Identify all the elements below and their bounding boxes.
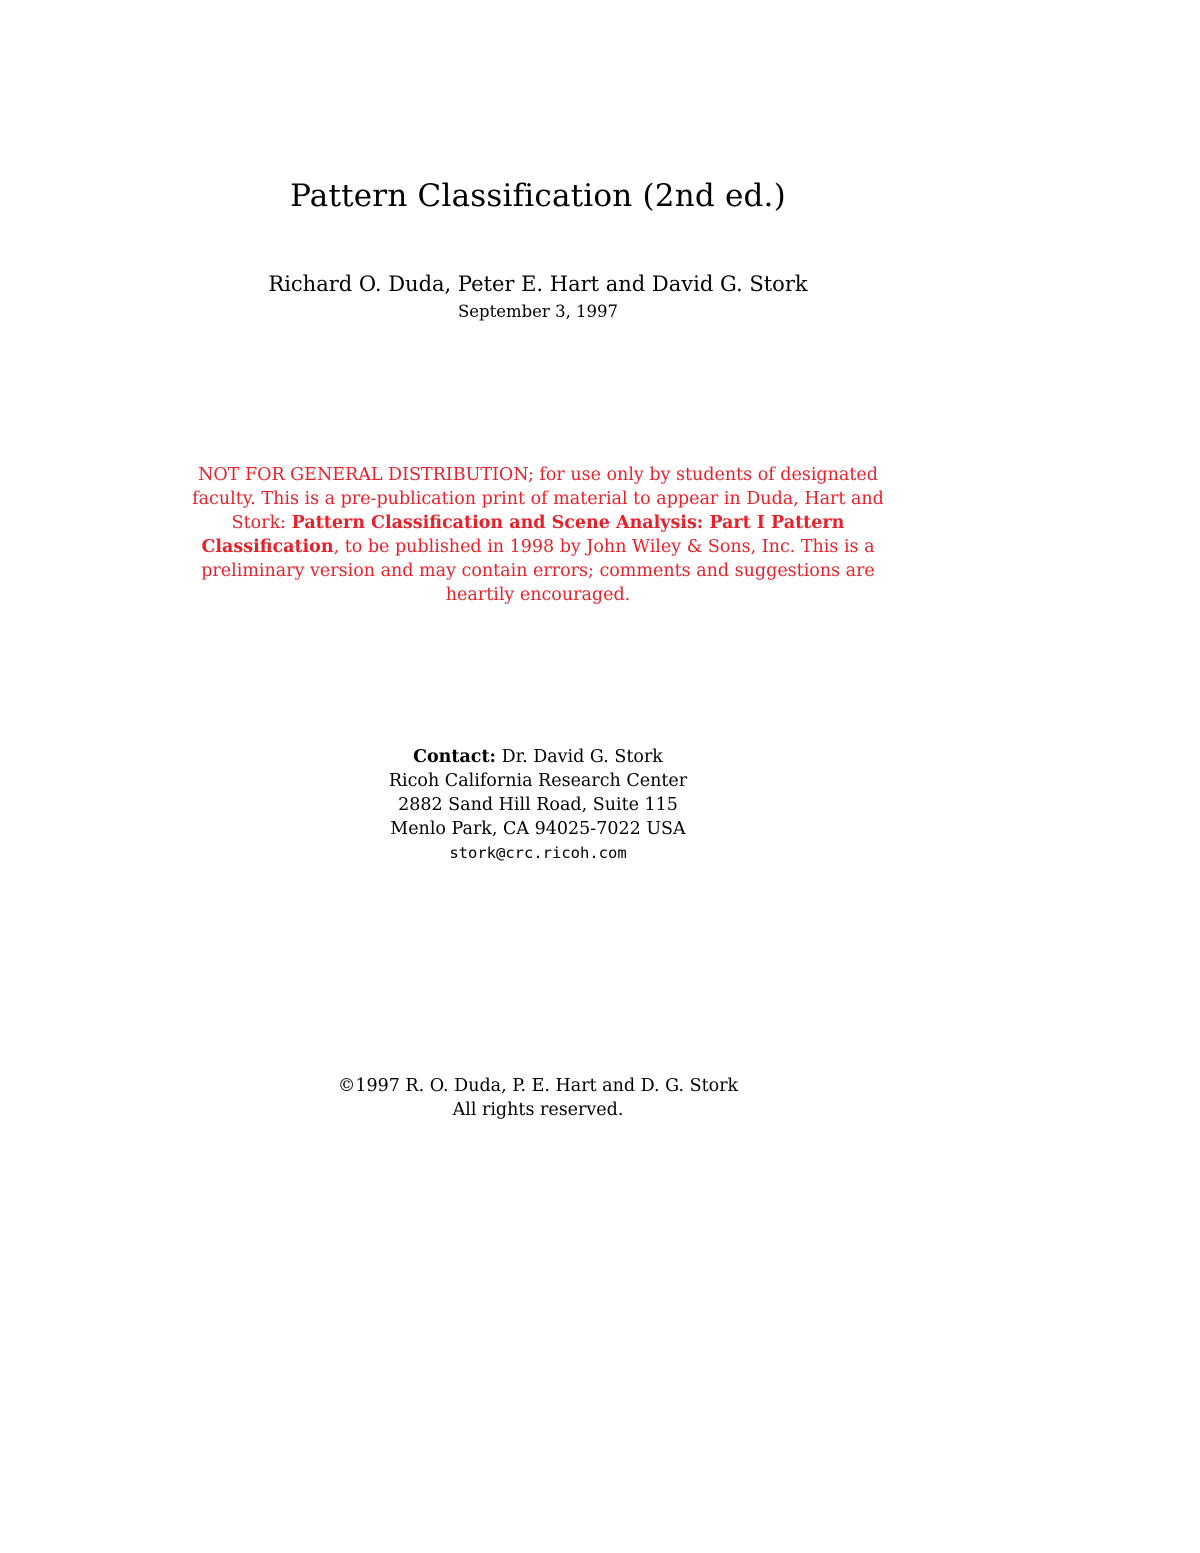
document-title: Pattern Classification (2nd ed.): [290, 178, 786, 214]
contact-street: 2882 Sand Hill Road, Suite 115: [398, 795, 678, 815]
distribution-notice: [178, 463, 898, 607]
contact-city: Menlo Park, CA 94025-7022 USA: [390, 819, 686, 839]
rights-line: All rights reserved.: [452, 1100, 624, 1120]
contact-label: Contact:: [413, 747, 497, 767]
contact-block: [0, 745, 1076, 865]
copyright-block: [0, 1074, 1076, 1122]
notice-text-2: , to be published in 1998 by John Wiley & Sons, Inc. This is a preliminary version and may contain errors; comments and suggestions are heartily encouraged.: [201, 537, 875, 605]
notice-book-title: Pattern Classification and Scene Analysis: Part I Pattern Classification: [201, 513, 845, 557]
contact-name: Dr. David G. Stork: [501, 747, 663, 767]
publication-date: September 3, 1997: [457, 302, 619, 321]
authors: Richard O. Duda, Peter E. Hart and David G. Stork: [268, 272, 808, 296]
contact-organization: Ricoh California Research Center: [388, 771, 688, 791]
copyright-line: ©1997 R. O. Duda, P. E. Hart and D. G. Stork: [337, 1076, 739, 1096]
notice-text-1: NOT FOR GENERAL DISTRIBUTION; for use only by students of designated faculty. This is a pre-publication print of material to appear in Duda, Hart and Stork:: [192, 465, 884, 533]
contact-name-line: [0, 745, 1076, 769]
contact-email: stork@crc.ricoh.com: [449, 844, 627, 862]
